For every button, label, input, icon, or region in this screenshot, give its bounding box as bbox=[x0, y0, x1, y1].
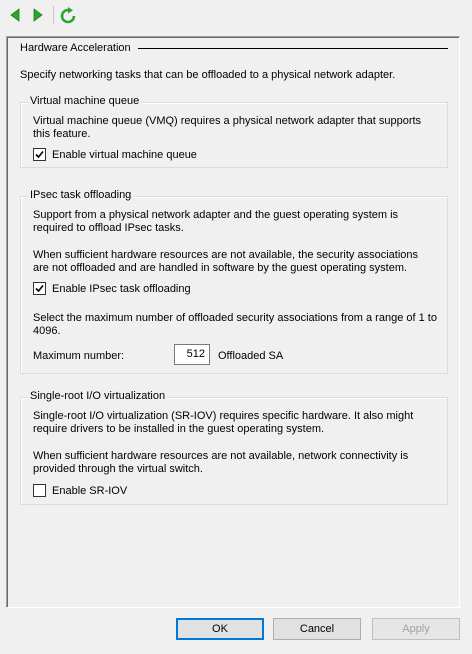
section-title: Hardware Acceleration bbox=[20, 42, 131, 54]
arrow-left-icon bbox=[10, 8, 20, 22]
toolbar-separator bbox=[53, 6, 54, 24]
vmq-description-line1: Virtual machine queue (VMQ) requires a physical network adapter that supports bbox=[33, 115, 422, 127]
ipsec-checkbox-label[interactable]: Enable IPsec task offloading bbox=[52, 282, 191, 295]
ipsec-description2-line2: are not offloaded and are handled in software by the guest operating system. bbox=[33, 262, 408, 274]
checkmark-icon bbox=[35, 150, 44, 159]
ipsec-description3-line2: 4096. bbox=[33, 325, 61, 337]
vmq-group bbox=[20, 95, 448, 168]
sriov-checkbox-label[interactable]: Enable SR-IOV bbox=[52, 484, 128, 497]
ipsec-description1-line2: required to offload IPsec tasks. bbox=[33, 222, 184, 234]
cancel-button[interactable]: Cancel bbox=[273, 618, 361, 640]
ipsec-description2-line1: When sufficient hardware resources are not available, the security associations bbox=[33, 249, 418, 261]
section-title-rule bbox=[138, 48, 448, 49]
vmq-checkbox-label[interactable]: Enable virtual machine queue bbox=[52, 148, 197, 161]
ipsec-legend: IPsec task offloading bbox=[30, 189, 132, 201]
checkmark-icon bbox=[35, 284, 44, 293]
ipsec-checkbox[interactable] bbox=[33, 282, 46, 295]
ipsec-group bbox=[20, 189, 448, 374]
sriov-group bbox=[20, 390, 448, 505]
arrow-right-icon bbox=[33, 8, 43, 22]
ipsec-checkbox-row[interactable] bbox=[33, 282, 191, 295]
back-button[interactable] bbox=[8, 7, 22, 23]
sriov-checkbox-row[interactable] bbox=[33, 484, 127, 497]
toolbar bbox=[0, 0, 472, 30]
vmq-checkbox[interactable] bbox=[33, 148, 46, 161]
vmq-checkbox-row[interactable] bbox=[33, 148, 197, 161]
settings-panel-inner bbox=[7, 37, 459, 607]
ipsec-description1-line1: Support from a physical network adapter and the guest operating system is bbox=[33, 209, 399, 221]
refresh-button[interactable] bbox=[59, 7, 77, 24]
settings-panel bbox=[6, 36, 460, 608]
max-number-input[interactable]: 512 bbox=[174, 344, 210, 365]
intro-text: Specify networking tasks that can be offloaded to a physical network adapter. bbox=[20, 69, 396, 81]
sriov-description2-line2: provided through the virtual switch. bbox=[33, 463, 203, 475]
vmq-legend: Virtual machine queue bbox=[30, 95, 140, 107]
sriov-description1-line2: require drivers to be installed in the guest operating system. bbox=[33, 423, 325, 435]
vmq-description-line2: this feature. bbox=[33, 128, 91, 140]
sriov-legend: Single-root I/O virtualization bbox=[30, 390, 166, 402]
max-number-unit: Offloaded SA bbox=[218, 350, 284, 362]
max-number-label: Maximum number: bbox=[33, 350, 125, 362]
ipsec-description3-line1: Select the maximum number of offloaded security associations from a range of 1 to bbox=[33, 312, 437, 324]
forward-button[interactable] bbox=[31, 7, 45, 23]
sriov-checkbox[interactable] bbox=[33, 484, 46, 497]
ok-button[interactable]: OK bbox=[176, 618, 264, 640]
apply-button[interactable]: Apply bbox=[372, 618, 460, 640]
refresh-icon bbox=[59, 7, 77, 24]
sriov-description2-line1: When sufficient hardware resources are not available, network connectivity is bbox=[33, 450, 409, 462]
sriov-description1-line1: Single-root I/O virtualization (SR-IOV) requires specific hardware. It also might bbox=[33, 410, 414, 422]
